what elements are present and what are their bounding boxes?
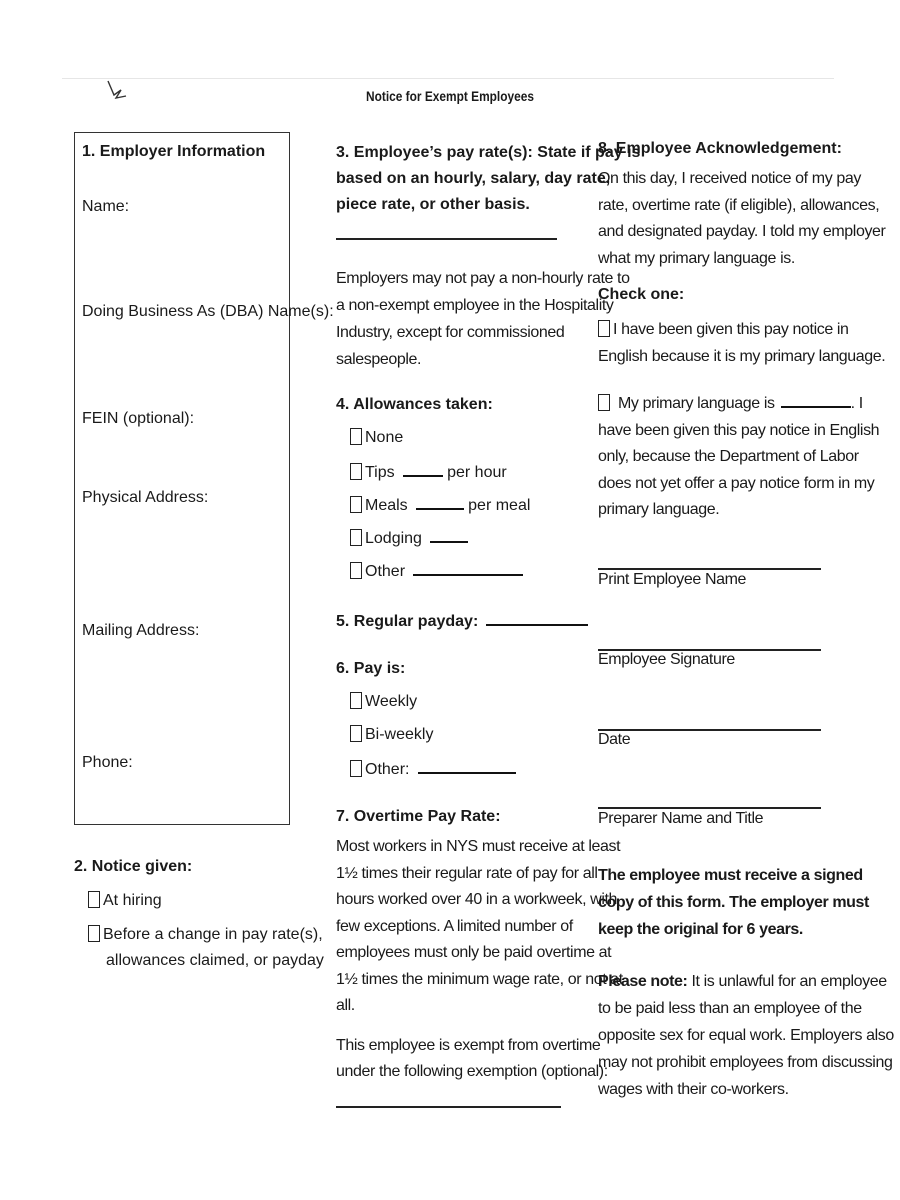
tips-blank[interactable] [403, 461, 443, 477]
date-line[interactable] [598, 729, 821, 731]
exemption-text: This employee is exempt from overtime under the following exemption (optional): [336, 1037, 608, 1080]
regular-payday[interactable]: 5. Regular payday: [336, 610, 588, 631]
phone-label: Phone: [82, 754, 133, 771]
check-one-heading: Check one: [598, 286, 685, 303]
payday-blank[interactable] [486, 610, 588, 626]
pay-biweekly[interactable]: Bi-weekly [350, 725, 433, 744]
notice-option-change[interactable]: Before a change in pay rate(s), [88, 925, 323, 944]
checkbox[interactable] [350, 760, 362, 777]
checkbox[interactable] [598, 320, 610, 337]
pay-other[interactable]: Other: [350, 758, 516, 779]
allowance-lodging[interactable]: Lodging [350, 527, 468, 548]
name-label: Name: [82, 198, 130, 215]
overtime-text: Most workers in NYS must receive at least 1½ times their regular rate of pay for all hours worked over 40 in a workweek, with few exceptions. A limited number of employees must only be paid overtime at 1½ times the minimum wage rate, or not at all. [336, 838, 623, 1014]
pay-is-heading: 6. Pay is: [336, 660, 406, 677]
language-blank[interactable] [781, 392, 851, 408]
allowances-heading: 4. Allowances taken: [336, 396, 493, 413]
allowance-tips[interactable]: Tips per hour [350, 461, 507, 482]
dba-label: Doing Business As (DBA) Name(s): [82, 303, 334, 320]
overtime-heading: 7. Overtime Pay Rate: [336, 808, 501, 825]
checkbox[interactable] [350, 463, 362, 480]
please-note: Please note: It is unlawful for an employee to be paid less than an employee of the opposite sex for equal work. Employers also may not prohibit employees from discussing wages with their co-workers. [598, 973, 894, 1098]
preparer-line[interactable] [598, 807, 821, 809]
signature-label: Employee Signature [598, 651, 735, 668]
checkbox[interactable] [350, 428, 362, 445]
checkbox[interactable] [350, 725, 362, 742]
allowance-meals[interactable]: Meals per meal [350, 494, 530, 515]
pay-rate-note: Employers may not pay a non-hourly rate to a non-exempt employee in the Hospitality Industry, except for commissioned salespeople. [336, 270, 630, 368]
page-title: Notice for Exempt Employees [366, 88, 534, 104]
notice-given-heading: 2. Notice given: [74, 858, 193, 875]
checkbox[interactable] [350, 496, 362, 513]
retention-note: The employee must receive a signed copy of this form. The employer must keep the original for 6 years. [598, 867, 869, 938]
acknowledgement-text: On this day, I received notice of my pay rate, overtime rate (if eligible), allowances, and designated payday. I told my employer what my primary language is. [598, 170, 886, 267]
other-allowance-blank[interactable] [413, 560, 523, 576]
meals-blank[interactable] [416, 494, 464, 510]
checkbox[interactable] [88, 925, 100, 942]
notice-option-hiring[interactable]: At hiring [88, 891, 162, 910]
lodging-blank[interactable] [430, 527, 468, 543]
print-name-label: Print Employee Name [598, 571, 747, 588]
allowance-other[interactable]: Other [350, 560, 523, 581]
pay-rate-line[interactable] [336, 238, 557, 240]
employer-info-box [74, 132, 290, 825]
employer-info-heading: 1. Employer Information [82, 143, 266, 160]
pay-other-blank[interactable] [418, 758, 516, 774]
notice-option-change-cont: allowances claimed, or payday [106, 952, 324, 969]
allowance-none[interactable]: None [350, 428, 403, 447]
checkbox[interactable] [350, 529, 362, 546]
date-label: Date [598, 731, 631, 748]
top-rule [62, 78, 834, 79]
language-option-other[interactable]: My primary language is . I have been given this pay notice in English only, because the Department of Labor does not yet offer a pay notice form in my primary language. [598, 391, 879, 524]
pay-rate-heading: 3. Employee’s pay rate(s): State if pay is based on an hourly, salary, day rate, piece rate, or other basis. [336, 144, 641, 213]
checkbox[interactable] [350, 562, 362, 579]
pay-weekly[interactable]: Weekly [350, 692, 417, 711]
mailing-address-label: Mailing Address: [82, 622, 200, 639]
checkbox[interactable] [350, 692, 362, 709]
checkbox[interactable] [88, 891, 100, 908]
fein-label: FEIN (optional): [82, 410, 195, 427]
checkbox[interactable] [598, 394, 610, 411]
acknowledgement-heading: 8. Employee Acknowledgement: [598, 140, 842, 157]
print-name-line[interactable] [598, 568, 821, 570]
exemption-line[interactable] [336, 1106, 561, 1108]
language-option-english[interactable]: I have been given this pay notice in English because it is my primary language. [598, 321, 886, 365]
physical-address-label: Physical Address: [82, 489, 209, 506]
preparer-label: Preparer Name and Title [598, 810, 764, 827]
